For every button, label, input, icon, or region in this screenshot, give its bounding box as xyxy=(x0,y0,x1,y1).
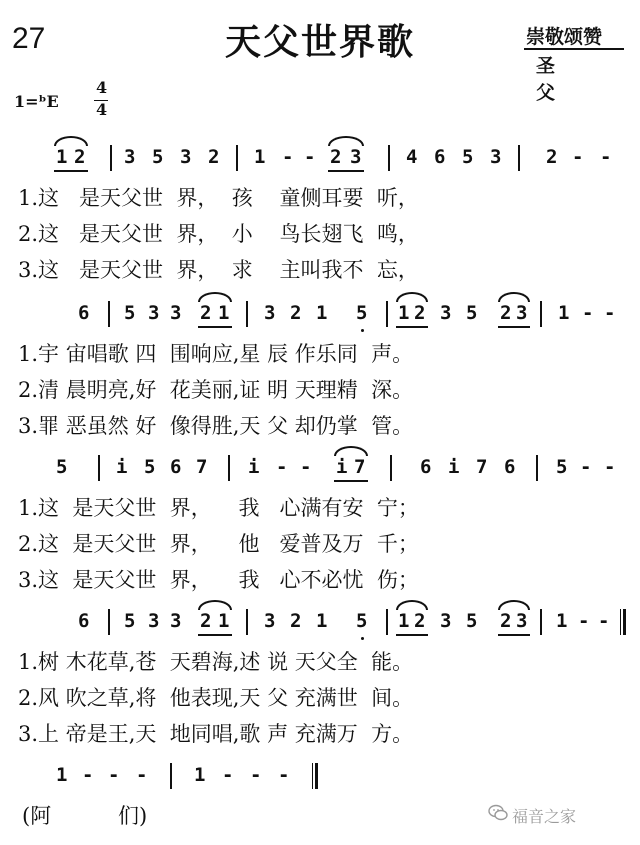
bar-line xyxy=(388,145,390,171)
note: 3 xyxy=(170,302,182,324)
key-signature: 1=ᵇE xyxy=(14,92,59,111)
bar-line xyxy=(536,455,538,481)
slur xyxy=(498,600,530,610)
note: 6 xyxy=(434,146,446,168)
beam-line xyxy=(396,326,428,328)
lyric-verse-3: 3.这 是天父世 界， 我 心不必忧 伤； xyxy=(18,568,419,592)
note: i xyxy=(248,456,260,478)
bar-line xyxy=(386,301,388,327)
note: 3 xyxy=(440,610,452,632)
note: 3 xyxy=(180,146,192,168)
bar-line xyxy=(540,301,542,327)
bar-line xyxy=(170,763,172,789)
category-label: 崇敬颂赞 xyxy=(526,26,603,48)
note: 1 xyxy=(316,302,328,324)
note: 2 xyxy=(208,146,220,168)
beam-line xyxy=(396,634,428,636)
bar-line xyxy=(236,145,238,171)
note: 3 xyxy=(440,302,452,324)
note: 5 xyxy=(124,610,136,632)
slur xyxy=(334,446,368,456)
time-signature-bottom: 4 xyxy=(96,100,108,119)
note: - xyxy=(580,456,592,478)
double-bar-line xyxy=(620,609,626,635)
bar-line xyxy=(228,455,230,481)
note: 2 xyxy=(200,610,212,632)
note: 3 xyxy=(148,302,160,324)
lyric-verse-1: 1.这 是天父世 界， 孩 童侧耳要 听， xyxy=(18,186,419,210)
note: 2 xyxy=(414,302,426,324)
note: 1 xyxy=(194,764,206,786)
note: - xyxy=(604,302,616,324)
note: - xyxy=(250,764,262,786)
note: 2 xyxy=(290,302,302,324)
note: 5 xyxy=(466,610,478,632)
lyric-verse-3: 3.罪 恶虽然 好 像得胜,天 父 却仍掌 管。 xyxy=(18,414,414,438)
note: 1 xyxy=(218,610,230,632)
note: 3 xyxy=(264,302,276,324)
note: - xyxy=(222,764,234,786)
note: 5 xyxy=(124,302,136,324)
watermark-text: 福音之家 xyxy=(512,807,577,826)
bar-line xyxy=(390,455,392,481)
note: 2 xyxy=(330,146,342,168)
note: 1 xyxy=(218,302,230,324)
note: 6 xyxy=(78,302,90,324)
wechat-icon xyxy=(488,804,508,822)
page-number: 27 xyxy=(12,22,46,55)
note: 1 xyxy=(254,146,266,168)
bar-line xyxy=(110,145,112,171)
note: - xyxy=(304,146,316,168)
note: 1 xyxy=(56,764,68,786)
lyric-amen: (阿 们) xyxy=(22,804,148,828)
note: 1 xyxy=(56,146,68,168)
note: 2 xyxy=(500,610,512,632)
beam-line xyxy=(498,326,530,328)
note: 2 xyxy=(414,610,426,632)
note: 7 xyxy=(476,456,488,478)
lyric-verse-2: 2.这 是天父世 界， 小 鸟长翅飞 鸣， xyxy=(18,222,419,246)
note: 7 xyxy=(354,456,366,478)
note: 6 xyxy=(504,456,516,478)
note: 5 xyxy=(356,302,368,324)
note: 5 xyxy=(556,456,568,478)
slur xyxy=(396,600,428,610)
bar-line xyxy=(540,609,542,635)
note: - xyxy=(604,456,616,478)
note: - xyxy=(108,764,120,786)
note: 5 xyxy=(56,456,68,478)
note: - xyxy=(598,610,610,632)
note: - xyxy=(136,764,148,786)
note: 1 xyxy=(398,302,410,324)
notes-row xyxy=(0,760,640,790)
note: 4 xyxy=(406,146,418,168)
category-divider xyxy=(524,48,624,50)
note: 6 xyxy=(420,456,432,478)
lyric-verse-1: 1.宇 宙唱歌 四 围响应,星 辰 作乐同 声。 xyxy=(18,342,414,366)
time-signature-top: 4 xyxy=(96,78,108,97)
beam-line xyxy=(198,634,232,636)
note: 3 xyxy=(490,146,502,168)
lyric-verse-1: 1.这 是天父世 界， 我 心满有安 宁； xyxy=(18,496,419,520)
note: - xyxy=(282,146,294,168)
note: 1 xyxy=(556,610,568,632)
slur xyxy=(328,136,364,146)
low-octave-dot xyxy=(361,329,364,332)
note: 2 xyxy=(546,146,558,168)
bar-line xyxy=(108,609,110,635)
note: i xyxy=(448,456,460,478)
note: 2 xyxy=(500,302,512,324)
note: 3 xyxy=(148,610,160,632)
lyric-verse-2: 2.清 晨明亮,好 花美丽,证 明 天理精 深。 xyxy=(18,378,414,402)
notes-row xyxy=(0,142,640,172)
notes-row xyxy=(0,606,640,636)
note: 3 xyxy=(516,610,528,632)
composer-label: 圣 父 xyxy=(536,55,578,104)
slur xyxy=(198,292,232,302)
bar-line xyxy=(246,609,248,635)
note: - xyxy=(300,456,312,478)
bar-line xyxy=(386,609,388,635)
slur xyxy=(198,600,232,610)
note: 5 xyxy=(356,610,368,632)
notes-row xyxy=(0,452,640,482)
note: i xyxy=(336,456,348,478)
note: 3 xyxy=(170,610,182,632)
bar-line xyxy=(108,301,110,327)
note: 5 xyxy=(144,456,156,478)
low-octave-dot xyxy=(361,637,364,640)
note: 2 xyxy=(74,146,86,168)
note: 2 xyxy=(290,610,302,632)
note: 3 xyxy=(264,610,276,632)
note: 3 xyxy=(516,302,528,324)
song-title: 天父世界歌 xyxy=(224,21,415,63)
note: 5 xyxy=(466,302,478,324)
beam-line xyxy=(334,480,368,482)
slur xyxy=(396,292,428,302)
note: 1 xyxy=(398,610,410,632)
slur xyxy=(498,292,530,302)
note: - xyxy=(578,610,590,632)
note: 2 xyxy=(200,302,212,324)
note: 6 xyxy=(170,456,182,478)
note: - xyxy=(572,146,584,168)
bar-line xyxy=(518,145,520,171)
note: 6 xyxy=(78,610,90,632)
lyric-verse-3: 3.上 帝是王,天 地同唱,歌 声 充满万 方。 xyxy=(18,722,414,746)
note: 7 xyxy=(196,456,208,478)
note: - xyxy=(582,302,594,324)
note: 5 xyxy=(152,146,164,168)
note: 1 xyxy=(558,302,570,324)
notes-row xyxy=(0,298,640,328)
lyric-verse-1: 1.树 木花草,苍 天碧海,述 说 天父全 能。 xyxy=(18,650,414,674)
double-bar-line xyxy=(312,763,318,789)
beam-line xyxy=(328,170,364,172)
note: - xyxy=(276,456,288,478)
note: i xyxy=(116,456,128,478)
note: 5 xyxy=(462,146,474,168)
note: - xyxy=(278,764,290,786)
note: 3 xyxy=(124,146,136,168)
beam-line xyxy=(498,634,530,636)
note: - xyxy=(600,146,612,168)
bar-line xyxy=(246,301,248,327)
bar-line xyxy=(98,455,100,481)
beam-line xyxy=(198,326,232,328)
lyric-verse-2: 2.这 是天父世 界， 他 爱普及万 千； xyxy=(18,532,419,556)
beam-line xyxy=(54,170,88,172)
lyric-verse-3: 3.这 是天父世 界， 求 主叫我不 忘， xyxy=(18,258,419,282)
note: 3 xyxy=(350,146,362,168)
lyric-verse-2: 2.风 吹之草,将 他表现,天 父 充满世 间。 xyxy=(18,686,414,710)
note: - xyxy=(82,764,94,786)
slur xyxy=(54,136,88,146)
note: 1 xyxy=(316,610,328,632)
